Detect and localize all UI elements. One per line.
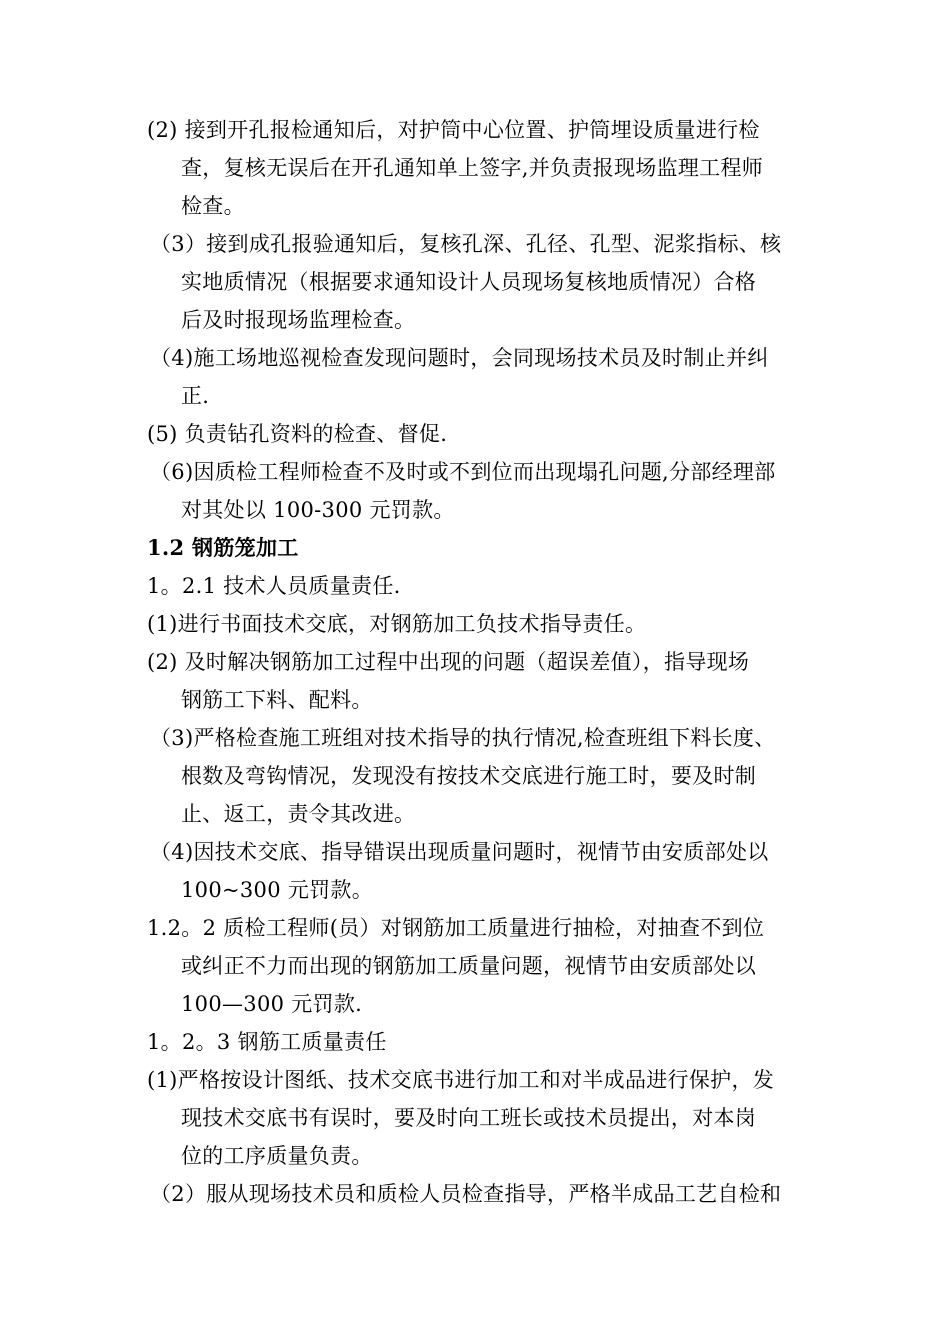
text-line: （2）服从现场技术员和质检人员检查指导，严格半成品工艺自检和 <box>150 1182 782 1206</box>
text-line: (5) 负责钻孔资料的检查、督促. <box>147 422 448 446</box>
text-line: 1.2。2 质检工程师(员）对钢筋加工质量进行抽检，对抽查不到位 <box>147 916 765 940</box>
text-line: (1)进行书面技术交底，对钢筋加工负技术指导责任。 <box>147 612 647 636</box>
text-line: (1)严格按设计图纸、技术交底书进行加工和对半成品进行保护，发 <box>147 1068 775 1092</box>
text-line: 检查。 <box>181 194 245 218</box>
subsection-heading: 1。2.1 技术人员质量责任. <box>147 574 401 598</box>
text-line: 正. <box>181 384 210 408</box>
text-line: （6)因质检工程师检查不及时或不到位而出现塌孔问题,分部经理部 <box>150 460 776 484</box>
text-line: 现技术交底书有误时，要及时向工班长或技术员提出，对本岗 <box>181 1106 757 1130</box>
text-line: 对其处以 100-300 元罚款。 <box>181 498 455 522</box>
text-line: 查，复核无误后在开孔通知单上签字,并负责报现场监理工程师 <box>181 156 764 180</box>
text-line: 钢筋工下料、配料。 <box>181 688 373 712</box>
text-line: （4)因技术交底、指导错误出现质量问题时，视情节由安质部处以 <box>150 840 769 864</box>
text-line: 根数及弯钩情况，发现没有按技术交底进行施工时，要及时制 <box>181 764 757 788</box>
text-line: 止、返工，责令其改进。 <box>181 802 416 826</box>
subsection-heading: 1。2。3 钢筋工质量责任 <box>147 1030 387 1054</box>
text-line: 或纠正不力而出现的钢筋加工质量问题，视情节由安质部处以 <box>181 954 757 978</box>
text-line: 100—300 元罚款. <box>181 992 363 1016</box>
section-heading: 1.2 钢筋笼加工 <box>147 535 299 560</box>
text-line: 后及时报现场监理检查。 <box>181 308 416 332</box>
text-line: 位的工序质量负责。 <box>181 1144 373 1168</box>
text-line: 100~300 元罚款。 <box>181 878 374 902</box>
text-line: (2) 及时解决钢筋加工过程中出现的问题（超误差值），指导现场 <box>147 650 750 674</box>
text-line: （3）接到成孔报验通知后，复核孔深、孔径、孔型、泥浆指标、核 <box>150 232 782 256</box>
text-line: （3)严格检查施工班组对技术指导的执行情况,检查班组下料长度、 <box>150 726 776 750</box>
text-line: (2) 接到开孔报检通知后，对护筒中心位置、护筒埋设质量进行检 <box>147 118 760 142</box>
text-line: 实地质情况（根据要求通知设计人员现场复核地质情况）合格 <box>181 270 757 294</box>
text-line: （4)施工场地巡视检查发现问题时，会同现场技术员及时制止并纠 <box>150 346 769 370</box>
